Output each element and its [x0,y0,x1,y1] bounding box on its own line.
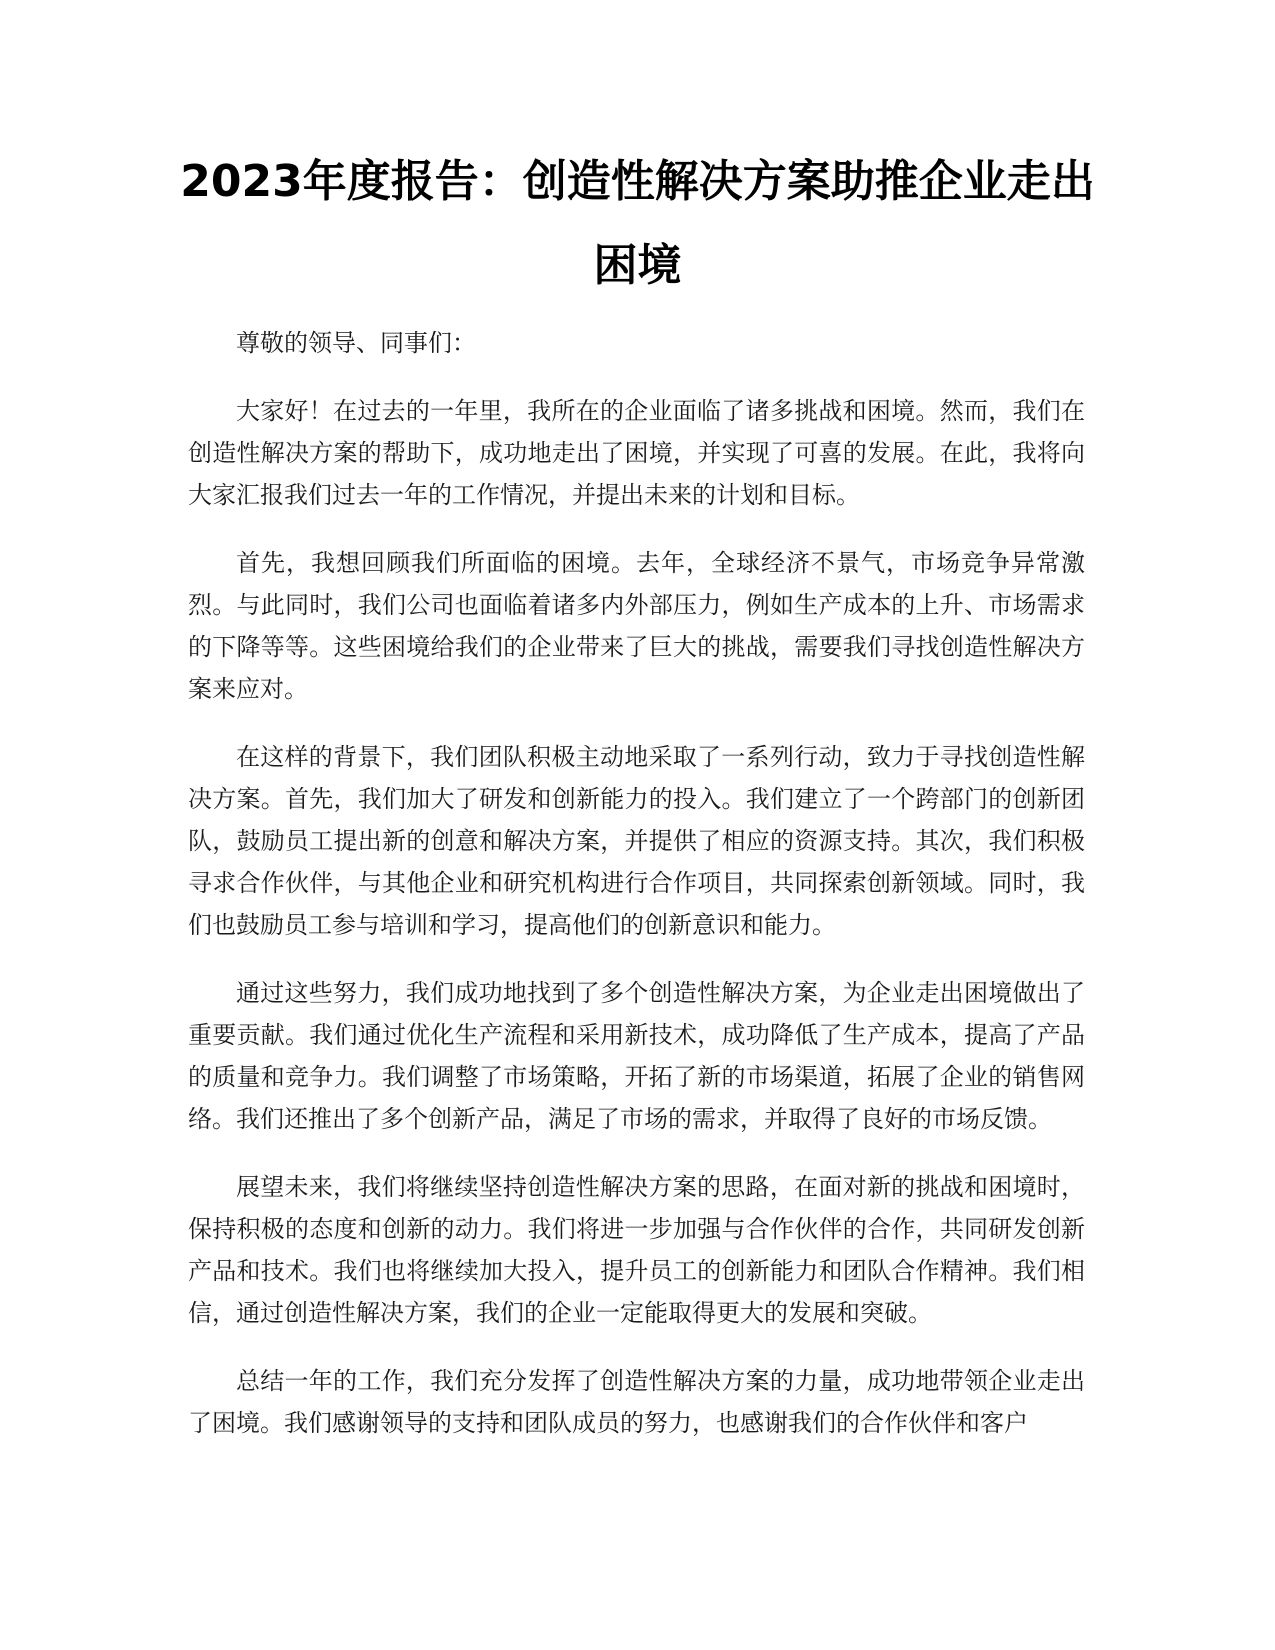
paragraph-outlook: 展望未来，我们将继续坚持创造性解决方案的思路，在面对新的挑战和困境时，保持积极的态度和创新的动力。我们将进一步加强与合作伙伴的合作，共同研发创新产品和技术。我们也将继续加大投入，提升员工的创新能力和团队合作精神。我们相信，通过创造性解决方案，我们的企业一定能取得更大的发展和突破。 [188,1173,1085,1327]
paragraph-results: 通过这些努力，我们成功地找到了多个创造性解决方案，为企业走出困境做出了重要贡献。我们通过优化生产流程和采用新技术，成功降低了生产成本，提高了产品的质量和竞争力。我们调整了市场策略，开拓了新的市场渠道，拓展了企业的销售网络。我们还推出了多个创新产品，满足了市场的需求，并取得了良好的市场反馈。 [188,979,1085,1133]
paragraph-actions: 在这样的背景下，我们团队积极主动地采取了一系列行动，致力于寻找创造性解决方案。首先，我们加大了研发和创新能力的投入。我们建立了一个跨部门的创新团队，鼓励员工提出新的创意和解决方案，并提供了相应的资源支持。其次，我们积极寻求合作伙伴，与其他企业和研究机构进行合作项目，共同探索创新领域。同时，我们也鼓励员工参与培训和学习，提高他们的创新意识和能力。 [188,743,1085,939]
paragraph-difficulties: 首先，我想回顾我们所面临的困境。去年，全球经济不景气，市场竞争异常激烈。与此同时，我们公司也面临着诸多内外部压力，例如生产成本的上升、市场需求的下降等等。这些困境给我们的企业带来了巨大的挑战，需要我们寻找创造性解决方案来应对。 [188,549,1085,703]
document-title: 2023年度报告：创造性解决方案助推企业走出困境 [180,156,1095,291]
paragraph-greeting: 大家好！在过去的一年里，我所在的企业面临了诸多挑战和困境。然而，我们在创造性解决方案的帮助下，成功地走出了困境，并实现了可喜的发展。在此，我将向大家汇报我们过去一年的工作情况，并提出未来的计划和目标。 [188,397,1085,509]
paragraph-summary: 总结一年的工作，我们充分发挥了创造性解决方案的力量，成功地带领企业走出了困境。我们感谢领导的支持和团队成员的努力，也感谢我们的合作伙伴和客户 [188,1367,1085,1437]
document-body [188,322,1085,1470]
salutation: 尊敬的领导、同事们： [236,329,476,357]
